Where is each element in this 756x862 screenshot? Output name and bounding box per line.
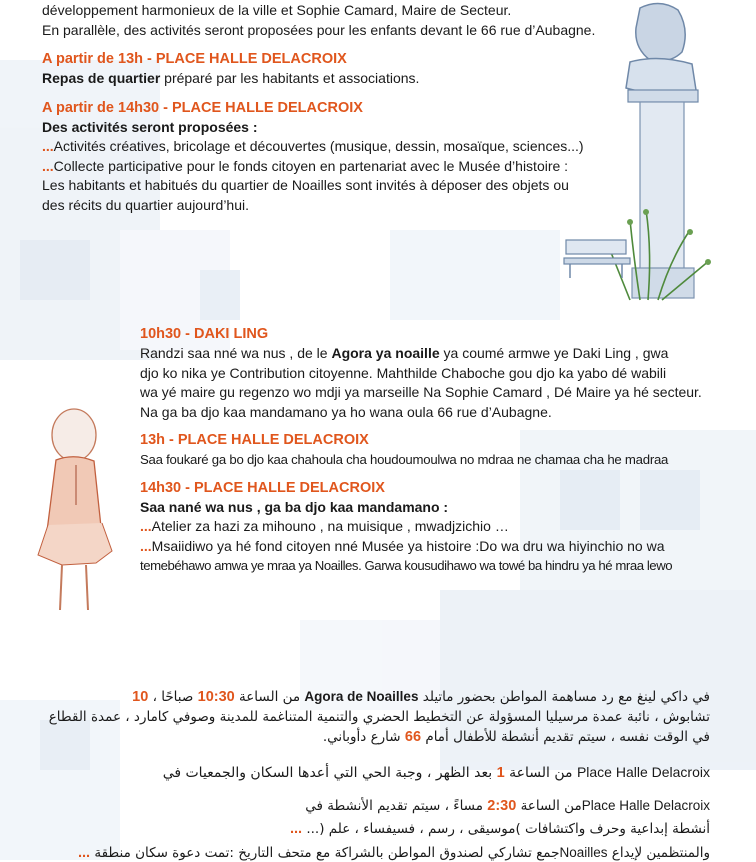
- activity-item: ...Msaiidiwo ya hé fond citoyen nné Musée ya histoire :Do wa dru wa hiyinchio no wa: [140, 537, 665, 554]
- section-heading-13h: A partir de 13h - PLACE HALLE DELACROIX: [42, 51, 347, 67]
- arabic-line: في داكي لينغ مع رد مساهمة المواطن بحضور ماتيلد Agora de Noailles من الساعة 10:30 صباحًا ، 10: [132, 689, 710, 705]
- paragraph-line: Randzi saa nné wa nus , de le Agora ya noaille ya coumé armwe ye Daki Ling , gwa: [140, 345, 669, 361]
- arabic-line: Place Halle Delacroix من الساعة 1 بعد الظهر ، وجبة الحي التي أعدها السكان والجمعيات في: [162, 764, 710, 781]
- paragraph-line: Na ga ba djo kaa mandamano ya ho wana oula 66 rue d’Aubagne.: [140, 403, 552, 420]
- arabic-line: أنشطة إبداعية وحرف واكتشافات )موسيقى ، رسم ، فسيفساء ، علم (... ...: [289, 821, 710, 837]
- section-heading-14h30: A partir de 14h30 - PLACE HALLE DELACROIX: [42, 99, 363, 116]
- shimaore-section: [140, 324, 740, 576]
- activity-item: ...Atelier za hazi za mihouno , na muisique , mwadjzichio …: [140, 518, 509, 534]
- activities-subheading: Saa nané wa nus , ga ba djo kaa mandamano :: [140, 498, 449, 515]
- arabic-line: تشابوش ، نائبة عمدة مرسيليا المسؤولة عن التخطيط الحضري والتنمية المتناغمة للمدينة وصوفي كامارد ، عمدة القطاع: [48, 709, 710, 725]
- paragraph-line: wa yé maire gu regenzo wo mdji ya marseille Na Sophie Camard , Dé Maire ya hé secteur.: [140, 384, 702, 400]
- activity-item-continued: temebéhawo amwa ye mraa ya Noailles. Garwa kousudihawo wa towé ba hindru ya hé mraa lewo: [140, 558, 673, 573]
- activities-subheading: Des activités seront proposées :: [42, 118, 258, 135]
- activity-item-continued: Les habitants et habitués du quartier de Noailles sont invités à déposer des objets ou: [42, 177, 569, 193]
- intro-line: développement harmonieux de la ville et Sophie Camard, Maire de Secteur.: [42, 2, 512, 18]
- activity-item-continued: des récits du quartier aujourd’hui.: [42, 196, 250, 213]
- section-heading-13h: 13h - PLACE HALLE DELACROIX: [140, 432, 369, 448]
- activity-item: ...Activités créatives, bricolage et découvertes (musique, dessin, mosaïque, sciences...): [42, 138, 584, 154]
- arabic-line: والمنتظمين لإيداع Noaillesجمع تشاركي لصندوق المواطن بالشراكة مع متحف التاريخ :تمت دعوة سكان منطقة ...: [77, 845, 710, 861]
- french-section: [42, 0, 622, 215]
- activity-item: ...Collecte participative pour le fonds citoyen en partenariat avec le Musée d’histoire :: [42, 157, 569, 174]
- arabic-line: في الوقت نفسه ، سيتم تقديم أنشطة للأطفال أمام 66 شارع دأوباني.: [322, 729, 710, 745]
- intro-line: En parallèle, des activités seront proposées pour les enfants devant le 66 rue d’Aubagne.: [42, 21, 596, 38]
- paragraph-line: Saa foukaré ga bo djo kaa chahoula cha houdoumoulwa no mdraa ne chamaa cha he madraa: [140, 452, 669, 467]
- arabic-line: Place Halle Delacroixمن الساعة 2:30 مساءً ، سيتم تقديم الأنشطة في: [305, 798, 710, 814]
- section-heading-14h30: 14h30 - PLACE HALLE DELACROIX: [140, 479, 385, 496]
- section-heading-daki-ling: 10h30 - DAKI LING: [140, 326, 269, 342]
- paragraph-line: djo ko nika ye Contribution citoyenne. Mahthilde Chaboche gou djo ka yabo dé wabili: [140, 364, 667, 381]
- section-text-13h: Repas de quartier préparé par les habitants et associations.: [42, 70, 420, 86]
